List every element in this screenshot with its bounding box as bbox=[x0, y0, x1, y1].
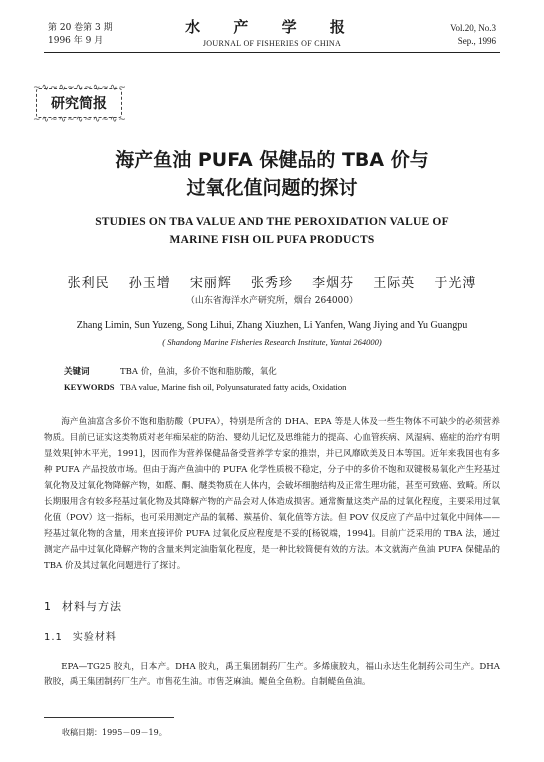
ornament-top-icon: ~∿~∿~∿~∿~∿~ bbox=[33, 83, 127, 93]
keywords-text-cn: TBA 价，鱼油，多价不饱和脂肪酸，氧化 bbox=[120, 367, 277, 377]
section-1-heading bbox=[44, 598, 122, 614]
title-cn-line2: 过氧化值问题的探讨 bbox=[186, 177, 358, 199]
header-issue-block bbox=[450, 22, 496, 48]
received-date-footnote: 收稿日期：1995－09－19。 bbox=[62, 728, 167, 737]
keywords-label-en: KEYWORDS bbox=[64, 382, 115, 392]
authors-en: Zhang Limin, Sun Yuzeng, Song Lihui, Zhang Xiuzhen, Li Yanfen, Wang Jiying and Yu Guangpu bbox=[76, 320, 468, 331]
ornament-bottom-icon: ~∿~∿~∿~∿~∿~ bbox=[33, 115, 127, 125]
header-date-en: Sep., 1996 bbox=[457, 36, 496, 46]
title-en-line1: STUDIES ON TBA VALUE AND THE PEROXIDATION VALUE OF bbox=[95, 216, 449, 228]
keywords-en-row bbox=[64, 381, 346, 393]
affiliation-en: ( Shandong Marine Fisheries Research Institute, Yantai 264000) bbox=[162, 337, 382, 347]
intro-paragraph: 海产鱼油富含多价不饱和脂肪酸（PUFA），特别是所含的 DHA、EPA 等是人体及一些生物体不可缺少的必须营养物质。目前已证实这类物质对老年痴呆症的防治、婴幼儿记忆及思维能力的提高、心血管疾病、风湿病、癌症的治疗有明显效果[钟木平光，1991]，因而作为营养保健品备受营养学专家的推崇，并已风靡欧美及日本等国。近年来我国也有多种 PUFA 产品投放市场。但由于海产鱼油中的 PUFA 化学性质极不稳定，分子中的多价不饱和双键极易氧化产生羟基过氧化物及过氧化物降解产物，如醛、酮、醚类物质在人体内，会破坏细胞结构及正常生理功能，甚至可致癌、致畸。所以长期服用含有较多羟基过氧化物及其降解产物的产品会对人体造成损害。通常衡量这类产品的过氧化程度，主要采用过氧化值（POV）这一指标，也可采用测定产品的氧稀、羰基价、氧化值等方法。但 POV 仅反应了产品中过氧化中间体——羟基过氧化物的含量，用来直接评价 PUFA 过氧化反应程度是不妥的[杨锐端，1994]。目前广泛采用的 TBA 法，通过测定产品中过氧化降解产物的含量来判定油脂氧化程度，是一种比较简便有效的方法。本文就海产鱼油 PUFA 保健品的 TBA 价及其过氧化问题进行了探讨。 bbox=[44, 417, 500, 571]
column-label-box bbox=[33, 83, 127, 125]
title-cn-line1: 海产鱼油 PUFA 保健品的 TBA 价与 bbox=[115, 149, 429, 171]
journal-title-en: JOURNAL OF FISHERIES OF CHINA bbox=[202, 39, 342, 48]
title-en-line2: MARINE FISH OIL PUFA PRODUCTS bbox=[169, 234, 375, 246]
header-date-cn: 1996 年 9 月 bbox=[48, 36, 104, 46]
keywords-label-cn: 关键词 bbox=[64, 367, 90, 377]
footnote-rule bbox=[44, 717, 174, 718]
section-1-1-number: 1.1 bbox=[44, 632, 63, 643]
affiliation-cn: （山东省海洋水产研究所，烟台 264000） bbox=[185, 296, 359, 306]
section-1-number: 1 bbox=[44, 600, 52, 613]
section-1-1-heading bbox=[44, 628, 117, 643]
authors-cn: 张利民 孙玉增 宋丽辉 张秀珍 李烟芬 王际英 于光溥 bbox=[67, 276, 477, 291]
header-journal-block bbox=[150, 16, 394, 48]
keywords-cn-row bbox=[64, 366, 277, 378]
header-volume-cn: 第 20 卷第 3 期 bbox=[48, 23, 113, 33]
column-label: 研究简报 bbox=[51, 96, 107, 112]
header-rule bbox=[44, 52, 500, 53]
section-1-title: 材料与方法 bbox=[62, 600, 122, 613]
header-volume-block bbox=[48, 22, 113, 48]
journal-title-cn: 水 产 学 报 bbox=[185, 18, 359, 36]
header-volume-en: Vol.20, No.3 bbox=[450, 23, 496, 33]
materials-paragraph: EPA—TG25 胶丸，日本产。DHA 胶丸，禹王集团制药厂生产。多烯康胶丸，福山永达生化制药公司生产。DHA 散胶，禹王集团制药厂生产。市售花生油。市售芝麻油。鳀鱼全鱼粉。自制鳀鱼鱼油。 bbox=[44, 662, 500, 687]
keywords-text-en: TBA value, Marine fish oil, Polyunsaturated fatty acids, Oxidation bbox=[120, 382, 347, 392]
section-1-1-title: 实验材料 bbox=[72, 632, 117, 643]
